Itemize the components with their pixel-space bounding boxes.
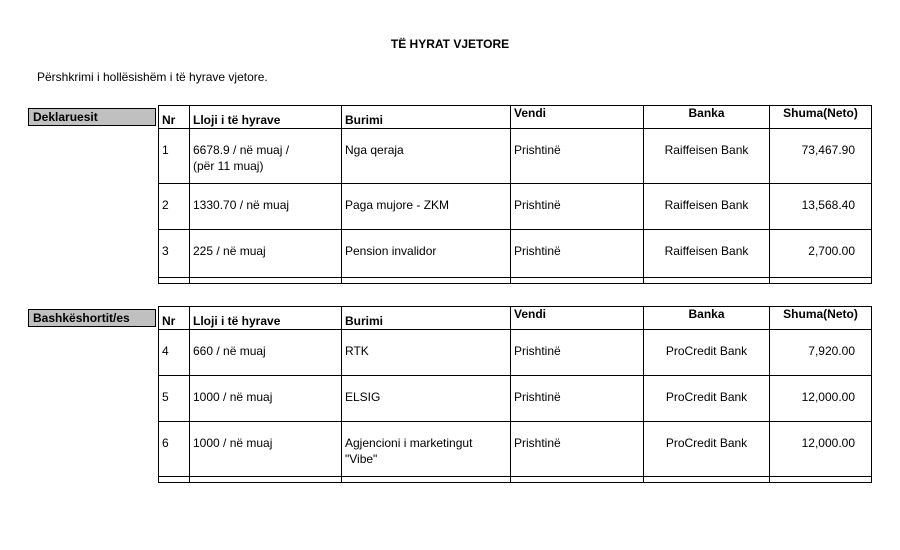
cell-vendi: Prishtinë <box>511 230 644 278</box>
header-shuma: Shuma(Neto) <box>770 307 872 330</box>
table-header-row <box>159 106 872 129</box>
cell-vendi: Prishtinë <box>511 330 644 376</box>
cell-banka: Raiffeisen Bank <box>644 230 770 278</box>
table-row <box>159 422 872 477</box>
cell-lloji: 6678.9 / në muaj / (për 11 muaj) <box>190 129 342 184</box>
cell-burimi: Nga qeraja <box>342 129 511 184</box>
header-nr: Nr <box>159 307 190 330</box>
section-label-deklaruesit: Deklaruesit <box>28 108 156 126</box>
header-vendi: Vendi <box>511 307 644 330</box>
cell-burimi: Pension invalidor <box>342 230 511 278</box>
cell-burimi: ELSIG <box>342 376 511 422</box>
table-row <box>159 376 872 422</box>
cell-lloji: 1000 / në muaj <box>190 422 342 477</box>
cell-lloji: 660 / në muaj <box>190 330 342 376</box>
header-lloji: Lloji i të hyrave <box>190 106 342 129</box>
cell-burimi: Agjencioni i marketingut "Vibe" <box>342 422 511 477</box>
document-subtitle: Përshkrimi i hollësishëm i të hyrave vjetore. <box>37 70 268 84</box>
cell-vendi: Prishtinë <box>511 184 644 230</box>
cell-nr: 5 <box>159 376 190 422</box>
header-lloji: Lloji i të hyrave <box>190 307 342 330</box>
cell-shuma: 12,000.00 <box>770 376 872 422</box>
income-table-bashkeshortit <box>158 306 872 483</box>
cell-vendi: Prishtinë <box>511 422 644 477</box>
cell-banka: ProCredit Bank <box>644 422 770 477</box>
document-title: TË HYRAT VJETORE <box>390 37 510 51</box>
income-table-deklaruesit <box>158 105 872 284</box>
table-header-row <box>159 307 872 330</box>
header-nr: Nr <box>159 106 190 129</box>
table-spacer-row <box>159 278 872 284</box>
cell-burimi: Paga mujore - ZKM <box>342 184 511 230</box>
cell-shuma: 7,920.00 <box>770 330 872 376</box>
cell-vendi: Prishtinë <box>511 376 644 422</box>
header-banka: Banka <box>644 106 770 129</box>
cell-banka: Raiffeisen Bank <box>644 129 770 184</box>
cell-nr: 6 <box>159 422 190 477</box>
cell-banka: ProCredit Bank <box>644 376 770 422</box>
cell-burimi: RTK <box>342 330 511 376</box>
header-burimi: Burimi <box>342 106 511 129</box>
cell-nr: 3 <box>159 230 190 278</box>
cell-lloji: 1330.70 / në muaj <box>190 184 342 230</box>
cell-lloji: 225 / në muaj <box>190 230 342 278</box>
cell-shuma: 12,000.00 <box>770 422 872 477</box>
cell-nr: 2 <box>159 184 190 230</box>
table-row <box>159 230 872 278</box>
table-row <box>159 330 872 376</box>
table-row <box>159 129 872 184</box>
header-banka: Banka <box>644 307 770 330</box>
cell-shuma: 13,568.40 <box>770 184 872 230</box>
table-row <box>159 184 872 230</box>
header-vendi: Vendi <box>511 106 644 129</box>
cell-shuma: 73,467.90 <box>770 129 872 184</box>
cell-banka: ProCredit Bank <box>644 330 770 376</box>
cell-nr: 1 <box>159 129 190 184</box>
header-burimi: Burimi <box>342 307 511 330</box>
cell-shuma: 2,700.00 <box>770 230 872 278</box>
table-spacer-row <box>159 477 872 483</box>
cell-vendi: Prishtinë <box>511 129 644 184</box>
cell-nr: 4 <box>159 330 190 376</box>
cell-lloji: 1000 / në muaj <box>190 376 342 422</box>
header-shuma: Shuma(Neto) <box>770 106 872 129</box>
cell-banka: Raiffeisen Bank <box>644 184 770 230</box>
section-label-bashkeshortit: Bashkëshortit/es <box>28 309 156 327</box>
